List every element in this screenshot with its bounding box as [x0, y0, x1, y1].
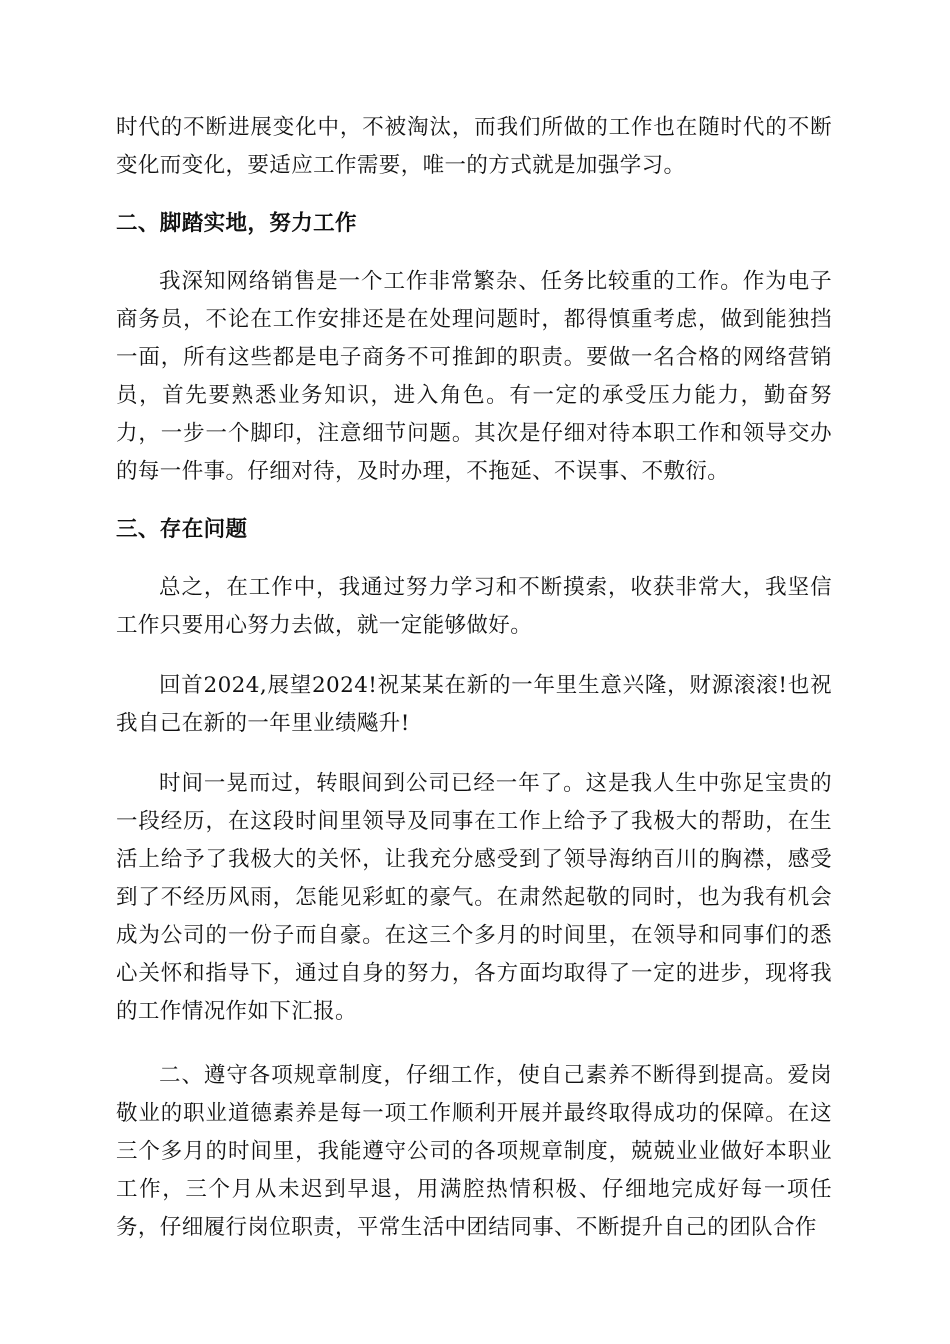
document-body	[116, 109, 832, 1247]
paragraph-new-year: 回首2024,展望2024!祝某某在新的一年里生意兴隆，财源滚滚!也祝我自己在新的一年里业绩飚升!	[116, 673, 832, 736]
paragraph-one-year: 时间一晃而过，转眼间到公司已经一年了。这是我人生中弥足宝贵的一段经历，在这段时间里领导及同事在工作上给予了我极大的帮助，在生活上给予了我极大的关怀，让我充分感受到了领导海纳百川的胸襟，感受到了不经历风雨，怎能见彩虹的豪气。在肃然起敬的同时，也为我有机会成为公司的一份子而自豪。在这三个多月的时间里，在领导和同事们的悉心关怀和指导下，通过自身的努力，各方面均取得了一定的进步，现将我的工作情况作如下汇报。	[116, 771, 832, 1024]
section-heading-2: 二、脚踏实地，努力工作	[116, 211, 357, 236]
paragraph-intro-continued: 时代的不断进展变化中，不被淘汰，而我们所做的工作也在随时代的不断变化而变化，要适应工作需要，唯一的方式就是加强学习。	[116, 115, 832, 178]
section-heading-3: 三、存在问题	[116, 517, 248, 542]
paragraph-summary: 总之，在工作中，我通过努力学习和不断摸索，收获非常大，我坚信工作只要用心努力去做，就一定能够做好。	[116, 575, 832, 638]
paragraph-rules: 二、遵守各项规章制度，仔细工作，使自己素养不断得到提高。爱岗敬业的职业道德素养是每一项工作顺利开展并最终取得成功的保障。在这三个多月的时间里，我能遵守公司的各项规章制度，兢兢业业做好本职业工作，三个月从未迟到早退，用满腔热情积极、仔细地完成好每一项任务，仔细履行岗位职责，平常生活中团结同事、不断提升自己的团队合作	[116, 1063, 832, 1240]
paragraph-online-sales: 我深知网络销售是一个工作非常繁杂、任务比较重的工作。作为电子商务员，不论在工作安排还是在处理问题时，都得慎重考虑，做到能独挡一面，所有这些都是电子商务不可推卸的职责。要做一名合格的网络营销员，首先要熟悉业务知识，进入角色。有一定的承受压力能力，勤奋努力，一步一个脚印，注意细节问题。其次是仔细对待本职工作和领导交办的每一件事。仔细对待，及时办理，不拖延、不误事、不敷衍。	[116, 269, 832, 484]
